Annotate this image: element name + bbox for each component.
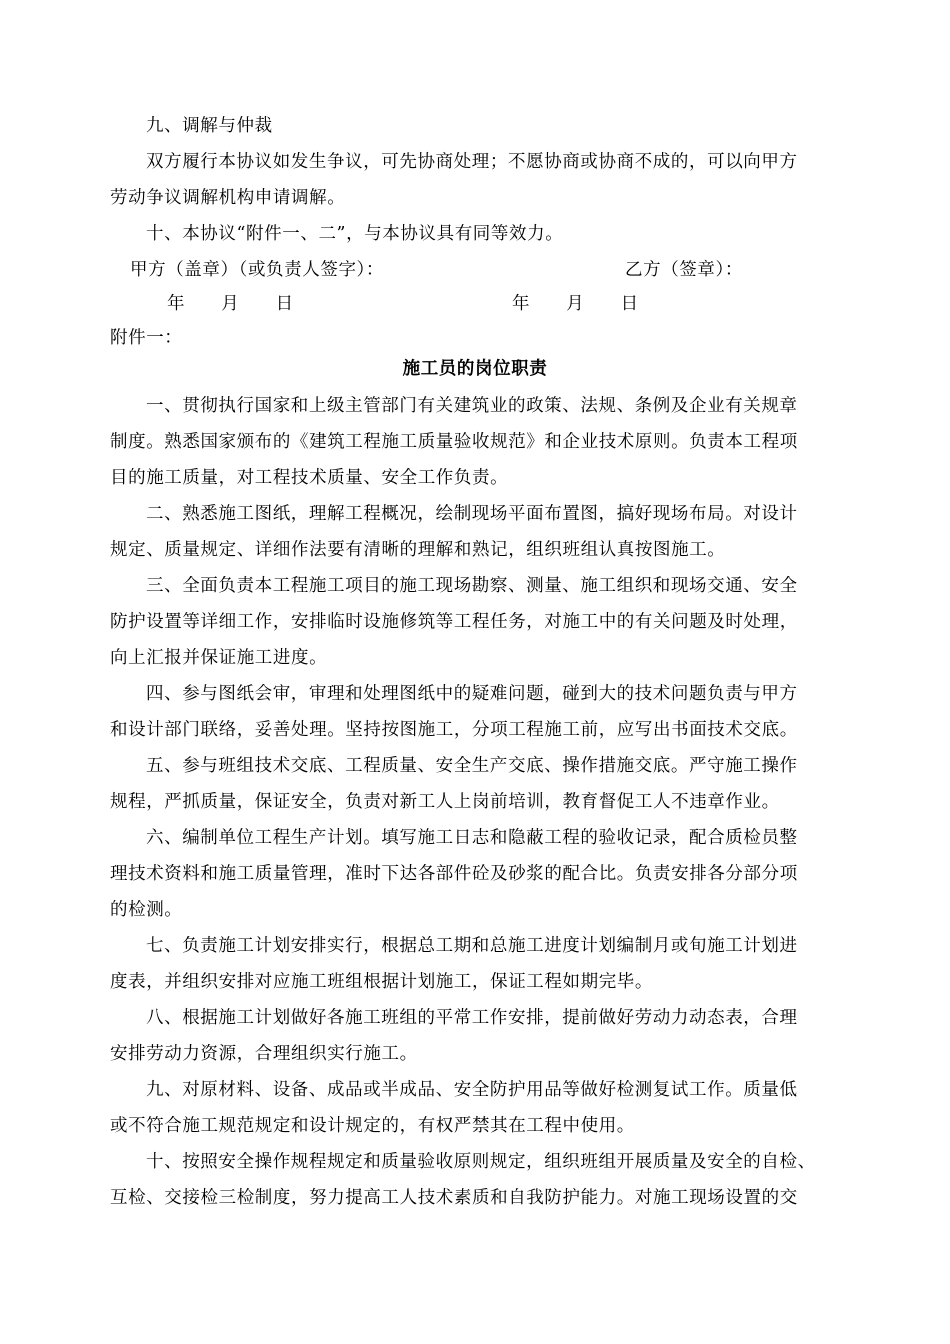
duty-line: 和设计部门联络，妥善处理。坚持按图施工，分项工程施工前，应写出书面技术交底。 — [110, 720, 798, 740]
party-b-date: 年 月 日 — [512, 294, 639, 314]
duty-line: 一、贯彻执行国家和上级主管部门有关建筑业的政策、法规、条例及企业有关规章 — [146, 396, 798, 416]
duty-line: 五、参与班组技术交底、工程质量、安全生产交底、操作措施交底。严守施工操作 — [146, 756, 798, 776]
party-a-signature-label: 甲方（盖章）（或负责人签字）： — [130, 260, 384, 280]
duty-line: 或不符合施工规范规定和设计规定的，有权严禁其在工程中使用。 — [110, 1116, 635, 1136]
section-9-body-line: 劳动争议调解机构申请调解。 — [110, 188, 346, 208]
duty-line: 理技术资料和施工质量管理，准时下达各部件砼及砂浆的配合比。负责安排各分部分项 — [110, 864, 798, 884]
appendix-label: 附件一： — [110, 328, 183, 348]
section-9-title: 九、调解与仲裁 — [146, 116, 273, 136]
duty-line: 九、对原材料、设备、成品或半成品、安全防护用品等做好检测复试工作。质量低 — [146, 1080, 798, 1100]
duty-line: 制度。熟悉国家颁布的《建筑工程施工质量验收规范》和企业技术原则。负责本工程项 — [110, 432, 798, 452]
duty-line: 向上汇报并保证施工进度。 — [110, 648, 328, 668]
duty-line: 防护设置等详细工作，安排临时设施修筑等工程任务，对施工中的有关问题及时处理， — [110, 612, 798, 632]
duty-line: 规定、质量规定、详细作法要有清晰的理解和熟记，组织班组认真按图施工。 — [110, 540, 726, 560]
section-9-body-line: 双方履行本协议如发生争议，可先协商处理；不愿协商或协商不成的，可以向甲方 — [146, 152, 798, 172]
section-10: 十、本协议“附件一、二”，与本协议具有同等效力。 — [146, 224, 564, 244]
duty-line: 目的施工质量，对工程技术质量、安全工作负责。 — [110, 468, 509, 488]
duty-line: 三、全面负责本工程施工项目的施工现场勘察、测量、施工组织和现场交通、安全 — [146, 576, 798, 596]
party-a-date: 年 月 日 — [167, 294, 294, 314]
party-b-signature-label: 乙方（签章）： — [625, 260, 743, 280]
duty-line: 六、编制单位工程生产计划。填写施工日志和隐蔽工程的验收记录，配合质检员整 — [146, 828, 798, 848]
duty-line: 互检、交接检三检制度，努力提高工人技术素质和自我防护能力。对施工现场设置的交 — [110, 1188, 798, 1208]
duty-line: 四、参与图纸会审，审理和处理图纸中的疑难问题，碰到大的技术问题负责与甲方 — [146, 684, 798, 704]
duty-line: 规程，严抓质量，保证安全，负责对新工人上岗前培训，教育督促工人不违章作业。 — [110, 792, 780, 812]
duty-line: 安排劳动力资源，合理组织实行施工。 — [110, 1044, 418, 1064]
duty-line: 的检测。 — [110, 900, 183, 920]
duty-line: 八、根据施工计划做好各施工班组的平常工作安排，提前做好劳动力动态表，合理 — [146, 1008, 798, 1028]
duty-line: 二、熟悉施工图纸，理解工程概况，绘制现场平面布置图，搞好现场布局。对设计 — [146, 504, 798, 524]
duty-line: 度表，并组织安排对应施工班组根据计划施工，保证工程如期完毕。 — [110, 972, 653, 992]
appendix-title: 施工员的岗位职责 — [402, 359, 548, 379]
duty-line: 十、按照安全操作规程规定和质量验收原则规定，组织班组开展质量及安全的自检、 — [146, 1152, 816, 1172]
duty-line: 七、负责施工计划安排实行，根据总工期和总施工进度计划编制月或旬施工计划进 — [146, 936, 798, 956]
